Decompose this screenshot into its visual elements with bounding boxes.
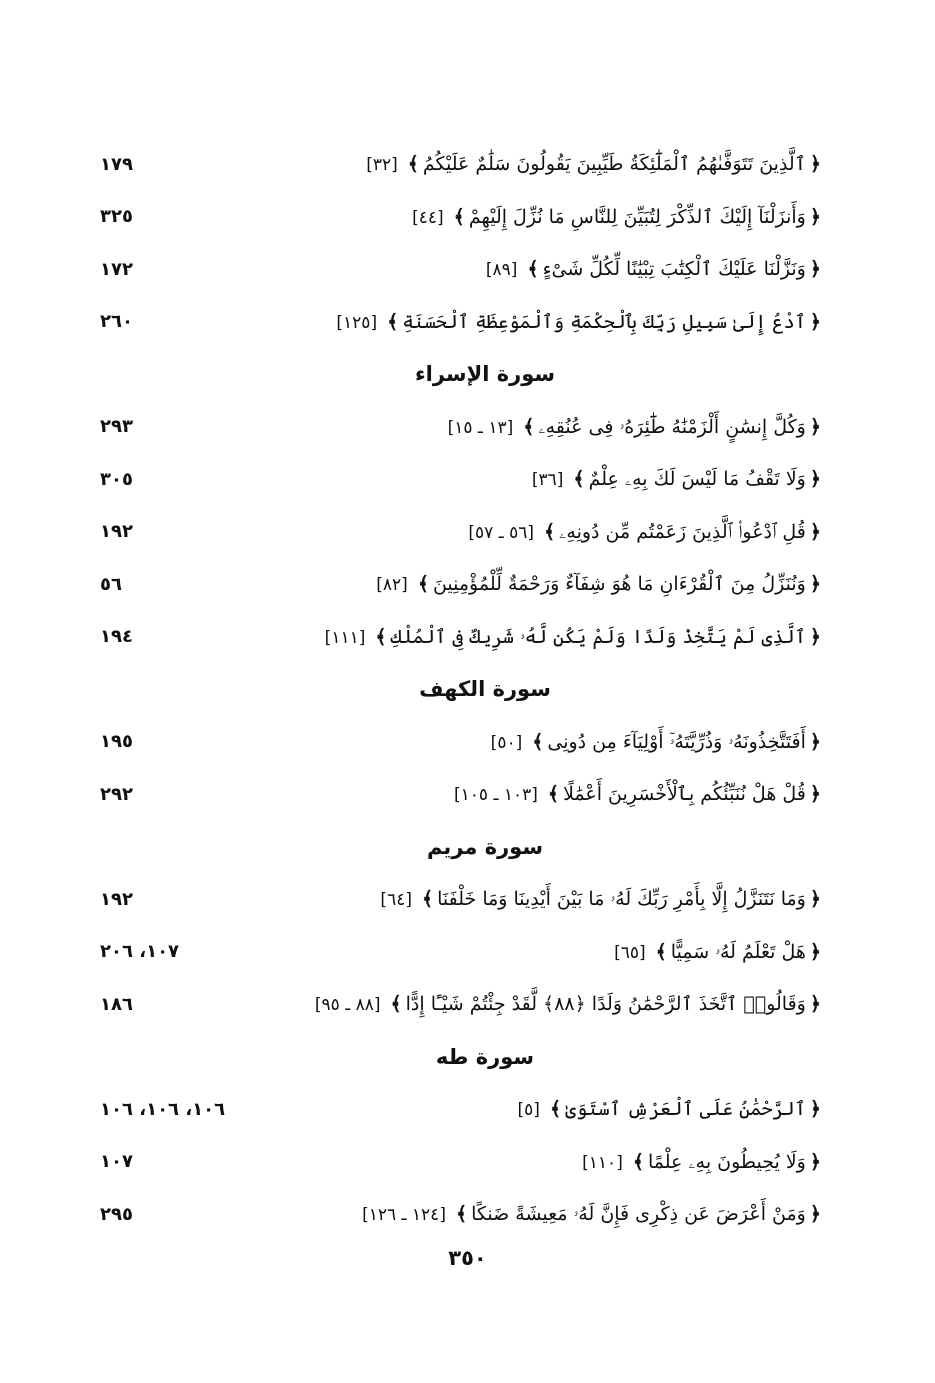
verse-citation	[325, 626, 825, 648]
verse-entry-row	[100, 978, 825, 1031]
ayah-number: [٣٢]	[366, 155, 398, 176]
page-number: ٣٥٠	[448, 1246, 487, 1270]
page-reference: ٢٩٣	[100, 416, 133, 438]
verse-citation	[454, 783, 825, 805]
ayah-number: [١٢٥]	[336, 312, 378, 333]
verse-citation	[532, 468, 825, 490]
verse-citation	[614, 941, 825, 963]
page-reference: ١٩٥	[100, 731, 133, 753]
page-reference: ٥٦	[100, 573, 122, 595]
ornate-bracket-close: ﴾	[421, 888, 434, 911]
ornate-bracket-open: ﴿	[809, 520, 821, 543]
ornate-bracket-close: ﴾	[547, 783, 560, 806]
verse-entry-row	[100, 716, 825, 769]
page-reference: ٢٩٥	[100, 1203, 133, 1225]
ayah-number: [٥٦ ـ ٥٧]	[468, 522, 535, 543]
ornate-bracket-close: ﴾	[532, 730, 544, 753]
ornate-bracket-close: ﴾	[455, 1203, 468, 1226]
verse-entry-row	[100, 873, 825, 926]
verse-text: قُلْ هَلْ نُنَبِّئُكُم بِٱلْأَخْسَرِينَ أَعْمَٰلًا	[563, 783, 806, 806]
surah-heading-row	[100, 663, 825, 716]
page-reference: ٣٠٥	[100, 468, 133, 490]
ornate-bracket-open: ﴿	[809, 415, 821, 438]
ornate-bracket-close: ﴾	[527, 258, 539, 281]
surah-heading: سورة طه	[435, 1044, 535, 1069]
ornate-bracket-open: ﴿	[809, 1150, 821, 1173]
verse-entry-row	[100, 243, 825, 296]
verse-entry-row	[100, 453, 825, 506]
page-reference: ١٨٦	[100, 993, 133, 1015]
ornate-bracket-close: ﴾	[387, 310, 399, 333]
verse-citation	[376, 573, 825, 595]
verse-entry-row	[100, 191, 825, 244]
verse-citation	[582, 1151, 825, 1173]
verse-entry-row	[100, 506, 825, 559]
ayah-number: [٨٨ ـ ٩٥]	[314, 995, 381, 1016]
ornate-bracket-close: ﴾	[375, 625, 387, 648]
ornate-bracket-close: ﴾	[655, 940, 667, 963]
ornate-bracket-open: ﴿	[809, 1203, 821, 1226]
page-reference: ١٠٦، ١٠٦، ١٠٦	[100, 1098, 226, 1120]
ayah-number: [١١١]	[324, 627, 366, 648]
page-reference: ١٩٢	[100, 521, 133, 543]
verse-entry-row	[100, 926, 825, 979]
ornate-bracket-close: ﴾	[549, 1098, 562, 1121]
verse-text: وَكُلَّ إِنسَٰنٍ أَلْزَمْنَٰهُ طَٰٓئِرَهُۥ فِى عُنُقِهِۦ	[538, 415, 806, 438]
ayah-number: [٥٠]	[490, 732, 523, 753]
verse-text: هَلْ تَعْلَمُ لَهُۥ سَمِيًّا	[670, 940, 806, 963]
ayah-number: [٥]	[517, 1100, 540, 1121]
page-reference: ١٠٧، ٢٠٦	[100, 941, 180, 963]
ornate-bracket-open: ﴿	[809, 940, 821, 963]
verse-text: ٱلَّذِى لَمْ يَتَّخِذْ وَلَدًا وَلَمْ يَكُن لَّهُۥ شَرِيكٌ فِى ٱلْمُلْكِ	[390, 625, 806, 648]
ornate-bracket-close: ﴾	[390, 993, 402, 1016]
verse-text: ٱدْعُ إِلَىٰ سَبِيلِ رَبِّكَ بِٱلْحِكْمَةِ وَٱلْمَوْعِظَةِ ٱلْحَسَنَةِ	[402, 310, 806, 333]
page-reference: ١٩٤	[100, 626, 133, 648]
verse-entry-row	[100, 611, 825, 664]
ornate-bracket-open: ﴿	[809, 783, 821, 806]
ayah-number: [٦٤]	[380, 890, 412, 911]
ornate-bracket-open: ﴿	[809, 730, 821, 753]
surah-heading: سورة الإسراء	[414, 362, 556, 387]
ayah-number: [٦٥]	[614, 942, 646, 963]
page-reference: ٢٦٠	[100, 311, 133, 333]
ayah-number: [٤٤]	[412, 207, 444, 228]
ayah-number: [٨٩]	[485, 260, 518, 281]
page-reference: ٣٢٥	[100, 206, 133, 228]
surah-heading-row	[100, 1031, 825, 1084]
ornate-bracket-close: ﴾	[632, 1150, 644, 1173]
ornate-bracket-open: ﴿	[809, 468, 821, 491]
ayah-number: [٣٦]	[531, 470, 564, 491]
verse-citation	[486, 258, 825, 280]
verse-citation	[412, 206, 825, 228]
ornate-bracket-open: ﴿	[809, 1098, 821, 1121]
verse-citation	[468, 521, 825, 543]
verse-text: وَنَزَّلْنَا عَلَيْكَ ٱلْكِتَٰبَ تِبْيَٰنًا لِّكُلِّ شَىْءٍ	[542, 258, 806, 281]
verse-citation	[336, 311, 825, 333]
verse-text: ٱلَّذِينَ تَتَوَفَّىٰهُمُ ٱلْمَلَٰٓئِكَةُ طَيِّبِينَ يَقُولُونَ سَلَٰمٌ عَلَيْكُمُ	[422, 153, 806, 176]
page-reference: ١٠٧	[100, 1151, 133, 1173]
ornate-bracket-open: ﴿	[809, 205, 821, 228]
ayah-number: [٨٢]	[376, 575, 408, 596]
ayah-number: [١١٠]	[582, 1152, 623, 1173]
ornate-bracket-close: ﴾	[417, 573, 429, 596]
page-reference: ١٧٢	[100, 258, 133, 280]
verse-entry-row	[100, 296, 825, 349]
verse-entry-row	[100, 138, 825, 191]
verse-citation	[518, 1098, 825, 1120]
verse-entry-row	[100, 768, 825, 821]
verse-entry-row	[100, 401, 825, 454]
ornate-bracket-open: ﴿	[809, 993, 821, 1016]
verse-text: وَنُنَزِّلُ مِنَ ٱلْقُرْءَانِ مَا هُوَ شِفَآءٌ وَرَحْمَةٌ لِّلْمُؤْمِنِينَ	[432, 573, 806, 596]
verse-text: ٱلرَّحْمَٰنُ عَلَى ٱلْعَرْشِ ٱسْتَوَىٰ	[565, 1098, 806, 1121]
ornate-bracket-close: ﴾	[573, 468, 585, 491]
verse-text: قُلِ ٱدْعُوا۟ ٱلَّذِينَ زَعَمْتُم مِّن دُونِهِۦ	[559, 520, 806, 543]
verse-citation	[362, 1203, 825, 1225]
verse-citation	[448, 416, 825, 438]
verse-citation	[380, 888, 825, 910]
ornate-bracket-open: ﴿	[809, 573, 821, 596]
verse-entry-row	[100, 1188, 825, 1241]
verse-text: وَمَنْ أَعْرَضَ عَن ذِكْرِى فَإِنَّ لَهُۥ مَعِيشَةً ضَنكًا	[471, 1203, 806, 1226]
verse-text: وَقَالُوا۟ ٱتَّخَذَ ٱلرَّحْمَٰنُ وَلَدًا ﴿٨٨﴾ لَّقَدْ جِئْتُمْ شَيْـًٔا إِدًّا	[405, 993, 806, 1016]
surah-heading: سورة الكهف	[419, 677, 551, 702]
verse-citation	[315, 993, 825, 1015]
surah-heading: سورة مريم	[426, 834, 544, 859]
page-reference: ٢٩٢	[100, 783, 133, 805]
ornate-bracket-close: ﴾	[544, 520, 556, 543]
verse-text: وَأَنزَلْنَآ إِلَيْكَ ٱلذِّكْرَ لِتُبَيِّنَ لِلنَّاسِ مَا نُزِّلَ إِلَيْهِمْ	[468, 205, 806, 228]
verse-text: وَلَا تَقْفُ مَا لَيْسَ لَكَ بِهِۦ عِلْمٌ	[588, 468, 806, 491]
ayah-number: [١٣ ـ ١٥]	[447, 417, 514, 438]
verse-text: وَمَا نَتَنَزَّلُ إِلَّا بِأَمْرِ رَبِّكَ لَهُۥ مَا بَيْنَ أَيْدِينَا وَمَا خَلْفَنَا	[437, 888, 806, 911]
verse-citation	[491, 731, 825, 753]
ornate-bracket-close: ﴾	[453, 205, 465, 228]
ayah-number: [١٠٣ ـ ١٠٥]	[454, 785, 538, 806]
verse-entry-row	[100, 1083, 825, 1136]
ornate-bracket-open: ﴿	[809, 888, 821, 911]
ayah-number: [١٢٤ ـ ١٢٦]	[362, 1205, 446, 1226]
ornate-bracket-close: ﴾	[407, 153, 419, 176]
surah-heading-row	[100, 821, 825, 874]
ornate-bracket-open: ﴿	[809, 310, 821, 333]
verse-entry-row	[100, 558, 825, 611]
page-reference: ١٩٢	[100, 888, 133, 910]
verse-entry-row	[100, 1136, 825, 1189]
verse-citation	[366, 153, 825, 175]
verse-index-list	[100, 138, 825, 1241]
page-reference: ١٧٩	[100, 153, 133, 175]
surah-heading-row	[100, 348, 825, 401]
verse-text: وَلَا يُحِيطُونَ بِهِۦ عِلْمًا	[647, 1150, 806, 1173]
ornate-bracket-open: ﴿	[809, 625, 821, 648]
ornate-bracket-close: ﴾	[523, 415, 535, 438]
ornate-bracket-open: ﴿	[809, 153, 821, 176]
ornate-bracket-open: ﴿	[809, 258, 821, 281]
verse-text: أَفَتَتَّخِذُونَهُۥ وَذُرِّيَّتَهُۥٓ أَوْلِيَآءَ مِن دُونِى	[547, 730, 806, 753]
